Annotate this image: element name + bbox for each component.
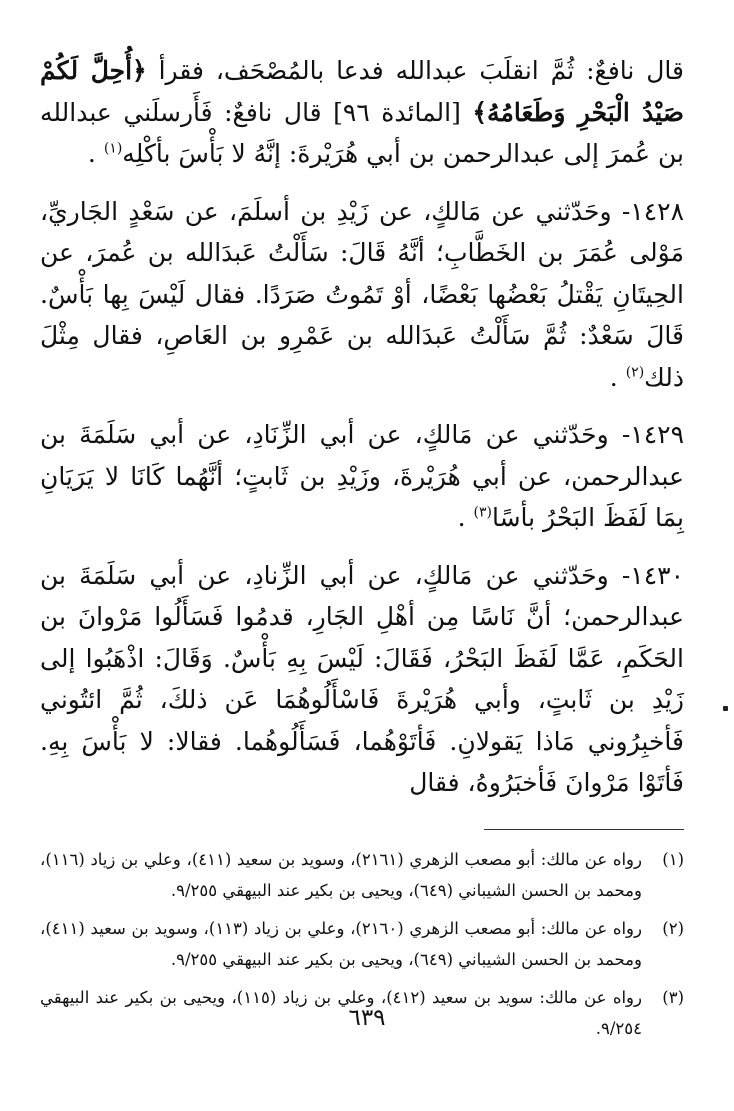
footnote-ref-1: (١) <box>103 140 123 157</box>
footnote-text: رواه عن مالك: سويد بن سعيد (٤١٢)، وعلي بن زياد (١١٥)، ويحيى بن بكير عند البيهقي ٩/٢٥٤. <box>40 987 642 1038</box>
footnote-number: (١) <box>662 849 684 869</box>
main-text <box>40 50 684 804</box>
quran-verse: ﴿أُحِلَّ لَكُمْ صَيْدُ الْبَحْرِ وَطَعَامُهُ﴾ <box>40 56 684 127</box>
hadith-1428-text: ١٤٢٨- وحَدّثني عن مَالكٍ، عن زَيْدِ بن أسلَمَ، عن سَعْدٍ الجَاريِّ، مَوْلى عُمَرَ بن الخَطَّابِ؛ أنَّهُ قَالَ: سَأَلْتُ عَبدَالله بن عُمرَ، عن الحِيتَانِ يَقْتلُ بَعْضُها بَعْضًا، أوْ تَمُوتُ صَرَدًا. فقال لَيْسَ بِها بَأْسٌ. قَالَ سَعْدٌ: ثُمَّ سَأَلْتُ عَبدَالله بن عَمْرِو بن العَاصِ، فقال مِثْلَ ذلك <box>40 196 684 392</box>
hadith-1429-end: . <box>457 503 474 532</box>
footnote-number: (٣) <box>662 987 684 1007</box>
scan-edge-mark <box>723 706 728 711</box>
page-number: ٦٣٩ <box>348 1005 386 1031</box>
intro-paragraph <box>40 50 684 175</box>
intro-text-a: قال نافعٌ: ثُمَّ انقلَبَ عبدالله فدعا بالمُصْحَف، فقرأ <box>158 56 684 85</box>
footnote-1 <box>40 844 684 906</box>
footnote-ref-2: (٢) <box>625 364 645 381</box>
footnote-text: رواه عن مالك: أبو مصعب الزهري (٢١٦٠)، وعلي بن زياد (١١٣)، وسويد بن سعيد (٤١١)، ومحمد بن الحسن الشيباني (٦٤٩)، ويحيى بن بكير عند البيهقي ٩/٢٥٥. <box>40 918 642 969</box>
hadith-1428 <box>40 191 684 399</box>
footnote-ref-3: (٣) <box>473 504 492 521</box>
footnote-divider <box>484 829 684 830</box>
hadith-1430-text: ١٤٣٠- وحَدّثني عن مَالكٍ، عن أبي الزِّنادِ، عن أبي سَلَمَةَ بن عبدالرحمن؛ أنَّ نَاسًا مِن أهْلِ الجَارِ، قدمُوا فَسَأَلُوا مَرْوانَ بن الحَكَمِ، عَمَّا لَفَظَ البَحْرُ، فَقَالَ: لَيْسَ بِهِ بَأْسٌ. وَقَالَ: اذْهَبُوا إلى زَيْدِ بن ثَابتٍ، وأبي هُرَيْرةَ فَاسْأَلُوهُمَا عَن ذلكَ، ثُمَّ ائتُوني فَأخبِرُوني مَاذا يَقولانِ. فَأتَوْهُما، فَسَأَلُوهُما. فقالا: لا بَأْسَ بِهِ. فَأتَوْا مَرْوانَ فَأخبَرُوهُ، فقال <box>40 560 684 797</box>
footnote-text: رواه عن مالك: أبو مصعب الزهري (٢١٦١)، وسويد بن سعيد (٤١١)، وعلي بن زياد (١١٦)، ومحمد بن الحسن الشيباني (٦٤٩)، ويحيى بن بكير عند البيهقي ٩/٢٥٥. <box>40 849 642 900</box>
intro-text-b: [المائدة ٩٦] قال نافعٌ: فَأَرسلَني عبدالله بن عُمرَ إلى عبدالرحمن بن أبي هُرَيْرةَ: إنَّهُ لا بَأْسَ بأكْلِه <box>40 97 684 168</box>
hadith-1429 <box>40 414 684 539</box>
footnote-number: (٢) <box>662 918 684 938</box>
hadith-1429-text: ١٤٢٩- وحَدّثني عن مَالكٍ، عن أبي الزِّنَادِ، عن أبي سَلَمَةَ بن عبدالرحمن، عن أبي هُرَيْرةَ، وزَيْدِ بن ثَابتٍ؛ أنَّهُما كَانَا لا يَرَيَانِ بِمَا لَفَظَ البَحْرُ بأسًا <box>40 420 684 532</box>
footnote-2 <box>40 913 684 975</box>
hadith-1428-end: . <box>609 362 626 392</box>
intro-end: . <box>87 139 104 168</box>
hadith-1430 <box>40 555 684 804</box>
